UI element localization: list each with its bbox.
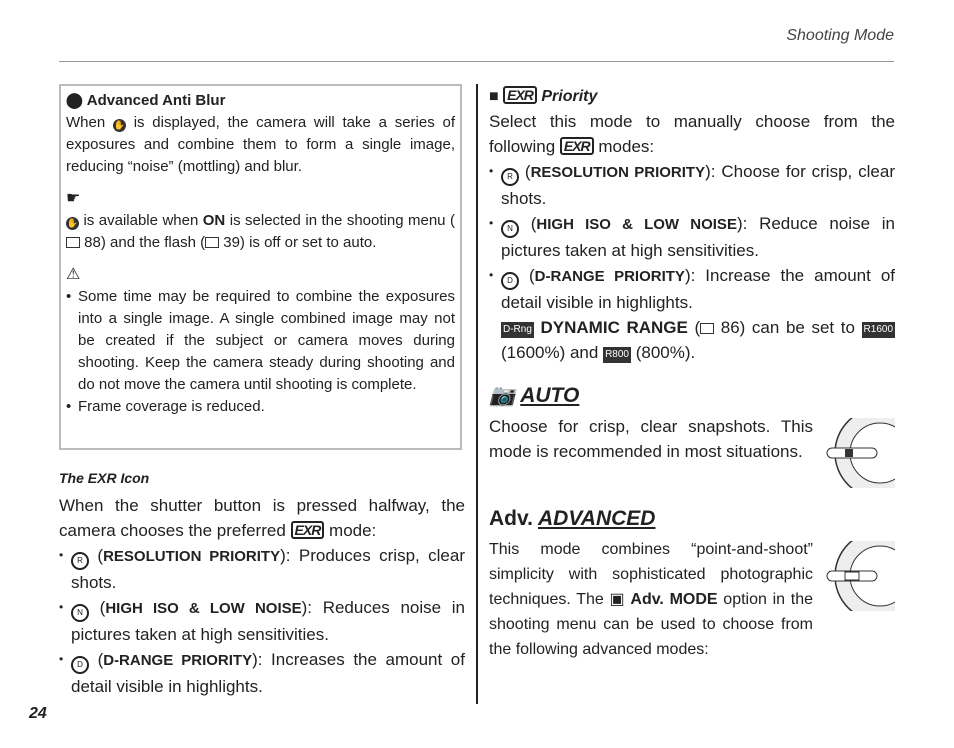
- mode-dial-adv-icon: [825, 541, 895, 611]
- exr-icon: EXR: [503, 86, 537, 104]
- anti-blur-icon: ⬤: [66, 92, 83, 109]
- r1600-badge: R1600: [862, 322, 895, 338]
- list-item: • N (HIGH ISO & LOW NOISE): Reduce noise in pictures taken at high sensitivities.: [489, 211, 895, 263]
- caution-list: [66, 286, 455, 418]
- camera-icon: 📷: [489, 384, 516, 407]
- list-item: • R (RESOLUTION PRIORITY): Produces crisp, clear shots.: [59, 543, 465, 595]
- exr-mode-list: [59, 543, 465, 699]
- caution-icon: ⚠: [66, 266, 81, 283]
- page-number: 24: [29, 705, 47, 722]
- header-rule: [59, 61, 894, 62]
- advanced-heading: Adv. ADVANCED: [489, 507, 656, 530]
- section-title: Shooting Mode: [786, 27, 894, 44]
- list-item: • D (D-RANGE PRIORITY): Increases the amount of detail visible in highlights.: [59, 647, 465, 699]
- exr-icon: EXR: [291, 521, 325, 539]
- subheading: The EXR Icon: [59, 470, 150, 486]
- resolution-priority-icon: R: [71, 552, 89, 570]
- d-range-icon: D: [71, 656, 89, 674]
- advanced-text: This mode combines “point-and-shoot” simplicity with sophisticated photographic techniques. The ▣ Adv. MODE option in the shooting menu can be used to choose from the following advanced modes:: [489, 541, 814, 658]
- book-ref-icon: [205, 237, 219, 248]
- mode-dial-auto-icon: [825, 418, 895, 488]
- box-title: ⬤ Advanced Anti Blur: [66, 90, 455, 112]
- exr-icon: EXR: [560, 137, 594, 155]
- list-item: • D (D-RANGE PRIORITY): Increase the amount of detail visible in highlights. D-Rng DYNAMIC RANGE ( 86) can be set to R1600 (1600%) and R800 (800%).: [489, 263, 895, 365]
- exr-priority-heading: ■ EXR Priority: [489, 87, 598, 105]
- resolution-priority-icon: R: [501, 168, 519, 186]
- auto-section: [489, 414, 895, 488]
- anti-blur-box: [59, 84, 462, 450]
- note-pencil-icon: ☛: [66, 190, 81, 207]
- auto-heading: 📷 AUTO: [489, 384, 580, 407]
- anti-blur-mode-icon: ✋: [66, 218, 79, 228]
- book-ref-icon: [66, 237, 80, 248]
- list-item: • R (RESOLUTION PRIORITY): Choose for crisp, clear shots.: [489, 159, 895, 211]
- r800-badge: R800: [603, 347, 631, 363]
- book-ref-icon: [700, 323, 714, 334]
- priority-intro: Select this mode to manually choose from the following EXR modes:: [489, 112, 895, 156]
- right-column: [489, 84, 895, 662]
- priority-mode-list: [489, 159, 895, 365]
- list-item: • N (HIGH ISO & LOW NOISE): Reduces noise in pictures taken at high sensitivities.: [59, 595, 465, 647]
- d-range-icon: D: [501, 272, 519, 290]
- auto-text: Choose for crisp, clear snapshots. This mode is recommended in most situations.: [489, 417, 813, 461]
- advanced-section: [489, 537, 895, 662]
- high-iso-icon: N: [71, 604, 89, 622]
- d-range-badge: D-Rng: [501, 322, 534, 338]
- high-iso-icon: N: [501, 220, 519, 238]
- intro: When the shutter button is pressed halfway, the camera chooses the preferred EXR mode:: [59, 496, 465, 540]
- list-item: • Some time may be required to combine the exposures into a single image. A single combined image may not be created if the subject or camera moves during shooting. Keep the camera steady during shooting and do not move the camera until shooting is complete.: [66, 286, 455, 396]
- list-item: • Frame coverage is reduced.: [66, 396, 455, 418]
- box-body: When ✋ is displayed, the camera will take a series of exposures and combine them to form a single image, reducing “noise” (mottling) and blur.: [66, 114, 455, 175]
- camera-menu-icon: ▣: [609, 591, 625, 608]
- box-note: ✋ is available when ON is selected in the shooting menu ( 88) and the flash ( 39) is off or set to auto.: [66, 212, 455, 251]
- column-divider: [476, 84, 478, 704]
- exr-icon-section: [59, 466, 465, 699]
- anti-blur-mode-icon: ✋: [113, 120, 126, 130]
